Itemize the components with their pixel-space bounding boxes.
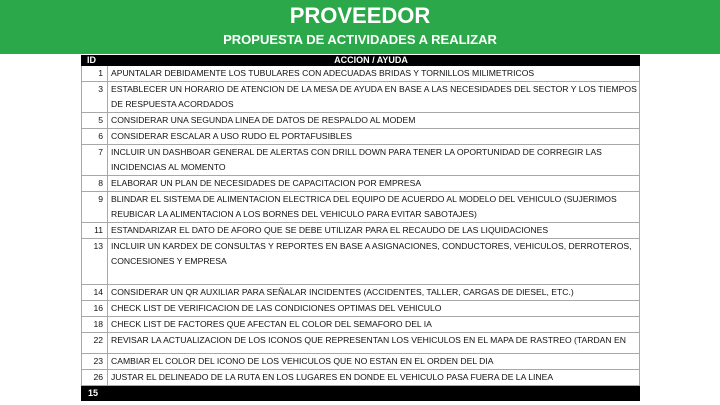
row-action: ESTABLECER UN HORARIO DE ATENCION DE LA MESA DE AYUDA EN BASE A LAS NECESIDADES DEL SECTOR Y LOS TIEMPOS DE RESPUESTA ACORDADOS: [108, 82, 640, 112]
row-id: 18: [81, 317, 108, 332]
footer-count: 15: [88, 388, 99, 398]
column-header-action: ACCION / AYUDA: [334, 55, 408, 65]
row-id: 6: [81, 129, 108, 144]
table-row: [81, 145, 640, 176]
row-action: APUNTALAR DEBIDAMENTE LOS TUBULARES CON ADECUADAS BRIDAS Y TORNILLOS MILIMETRICOS: [108, 66, 640, 81]
table-row: [81, 129, 640, 145]
row-action: CONSIDERAR UN QR AUXILIAR PARA SEÑALAR INCIDENTES (ACCIDENTES, TALLER, CARGAS DE DIESEL, ETC.): [108, 285, 640, 300]
row-action: REVISAR LA ACTUALIZACION DE LOS ICONOS QUE REPRESENTAN LOS VEHICULOS EN EL MAPA DE RASTREO (TARDAN EN: [108, 333, 640, 353]
table-footer: [81, 386, 640, 401]
row-id: 3: [81, 82, 108, 112]
table-row: [81, 82, 640, 113]
row-id: 13: [81, 239, 108, 284]
row-action: INCLUIR UN KARDEX DE CONSULTAS Y REPORTES EN BASE A ASIGNACIONES, CONDUCTORES, VEHICULOS, DERROTEROS, CONCESIONES Y EMPRESA: [108, 239, 640, 284]
table-row: [81, 66, 640, 82]
row-id: 22: [81, 333, 108, 353]
page-title: PROVEEDOR: [289, 3, 431, 28]
table-row: [81, 239, 640, 285]
header-banner: [0, 0, 720, 54]
table-row: [81, 317, 640, 333]
activities-table: [81, 55, 640, 401]
row-id: 5: [81, 113, 108, 128]
row-id: 11: [81, 223, 108, 238]
table-row: [81, 192, 640, 223]
row-action: CHECK LIST DE FACTORES QUE AFECTAN EL COLOR DEL SEMAFORO DEL IA: [108, 317, 640, 332]
row-action: INCLUIR UN DASHBOAR GENERAL DE ALERTAS CON DRILL DOWN PARA TENER LA OPORTUNIDAD DE CORREGIR LAS INCIDENCIAS AL MOMENTO: [108, 145, 640, 175]
footer-fill: [108, 386, 640, 401]
table-header: [81, 55, 640, 66]
row-id: 7: [81, 145, 108, 175]
row-action: CONSIDERAR ESCALAR A USO RUDO EL PORTAFUSIBLES: [108, 129, 640, 144]
row-action: BLINDAR EL SISTEMA DE ALIMENTACION ELECTRICA DEL EQUIPO DE ACUERDO AL MODELO DEL VEHICULO (SUJERIMOS REUBICAR LA ALIMENTACION A LOS BORNES DEL VEHICULO PARA EVITAR SABOTAJES): [108, 192, 640, 222]
row-action: CONSIDERAR UNA SEGUNDA LINEA DE DATOS DE RESPALDO AL MODEM: [108, 113, 640, 128]
page-subtitle: PROPUESTA DE ACTIVIDADES A REALIZAR: [223, 32, 497, 47]
row-action: CAMBIAR EL COLOR DEL ICONO DE LOS VEHICULOS QUE NO ESTAN EN EL ORDEN DEL DIA: [108, 354, 640, 369]
row-id: 1: [81, 66, 108, 81]
table-row: [81, 285, 640, 301]
row-id: 8: [81, 176, 108, 191]
row-action: ESTANDARIZAR EL DATO DE AFORO QUE SE DEBE UTILIZAR PARA EL RECAUDO DE LAS LIQUIDACIONES: [108, 223, 640, 238]
table-row: [81, 301, 640, 317]
row-action: CHECK LIST DE VERIFICACION DE LAS CONDICIONES OPTIMAS DEL VEHICULO: [108, 301, 640, 316]
table-row: [81, 176, 640, 192]
table-row: [81, 113, 640, 129]
table-row: [81, 370, 640, 386]
table-row: [81, 333, 640, 354]
table-row: [81, 223, 640, 239]
row-id: 16: [81, 301, 108, 316]
column-header-id: ID: [87, 55, 96, 65]
row-id: 26: [81, 370, 108, 385]
row-id: 23: [81, 354, 108, 369]
row-id: 9: [81, 192, 108, 222]
row-action: JUSTAR EL DELINEADO DE LA RUTA EN LOS LUGARES EN DONDE EL VEHICULO PASA FUERA DE LA LINEA: [108, 370, 640, 385]
row-action: ELABORAR UN PLAN DE NECESIDADES DE CAPACITACION POR EMPRESA: [108, 176, 640, 191]
row-id: 14: [81, 285, 108, 300]
table-row: [81, 354, 640, 370]
